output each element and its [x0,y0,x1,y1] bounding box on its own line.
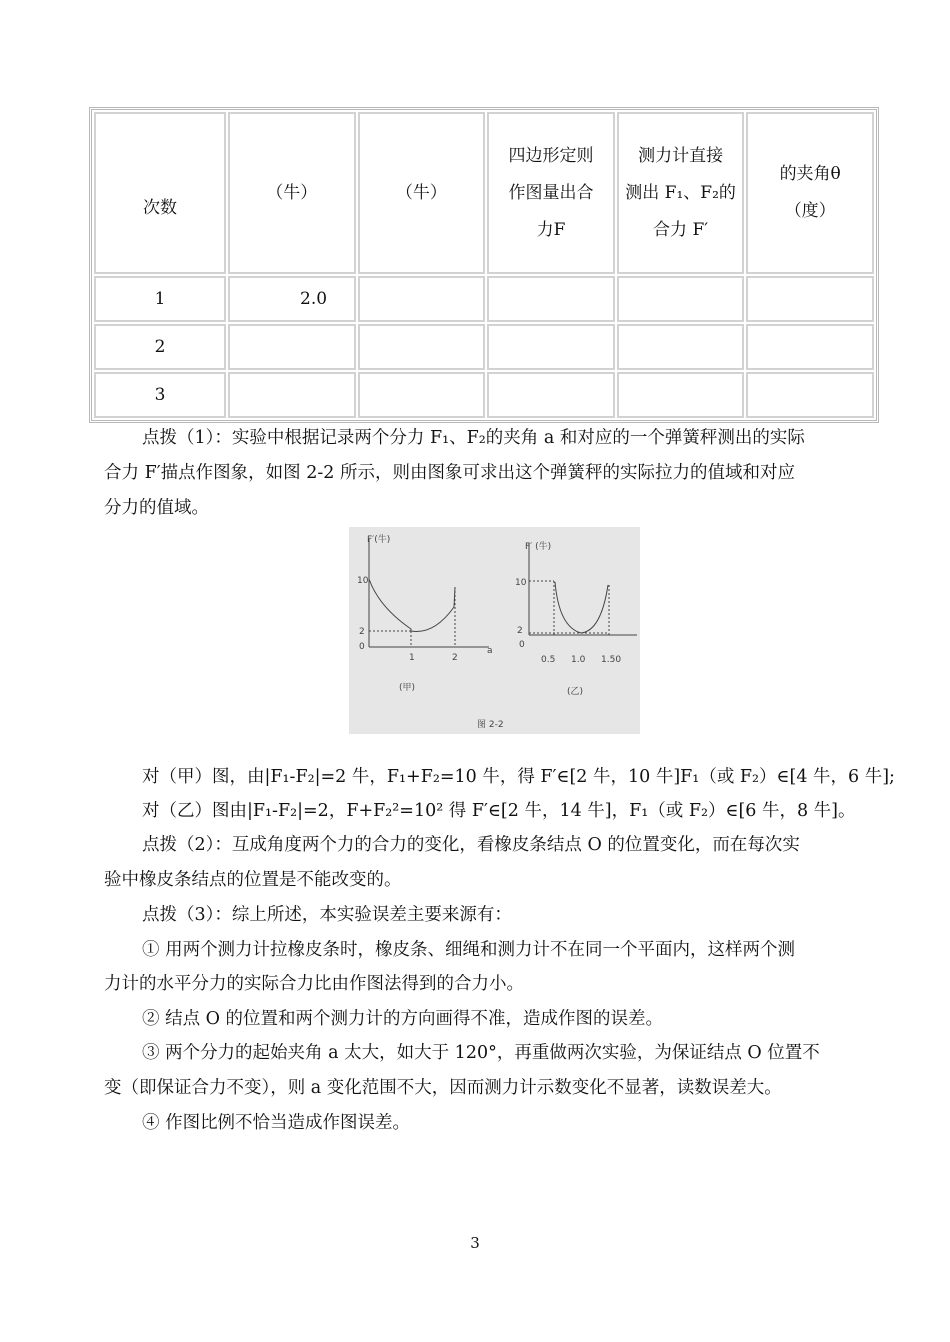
table-header-cell: （牛） [358,112,486,274]
paragraph: 点拨（3）：综上所述，本实验误差主要来源有： [142,905,512,925]
table-cell: 3 [94,372,226,418]
table-row [94,324,874,370]
table-cell [358,372,486,418]
table-cell [487,372,615,418]
header-line: 合力 F′ [653,219,709,240]
data-table [89,107,879,423]
right-ytick: 2 [517,626,523,636]
table-cell [746,276,874,322]
table-cell [617,324,745,370]
left-ytick: 0 [359,642,365,652]
paragraph: 分力的值域。 [104,498,209,518]
table-cell [617,372,745,418]
header-line: 测力计直接 [638,145,724,166]
right-xtick: 1.0 [571,655,586,665]
right-xtick: 0.5 [541,655,556,665]
table-cell [487,324,615,370]
paragraph: 验中橡皮条结点的位置是不能改变的。 [104,870,402,890]
paragraph: 合力 F′描点作图象，如图 2-2 所示，则由图象可求出这个弹簧秤的实际拉力的值域和对应 [104,463,795,483]
left-xvar: a [487,646,493,656]
left-ytick: 2 [359,627,365,637]
figure-caption: 图 2-2 [477,720,504,730]
header-line: 的夹角θ [779,164,841,184]
table-cell [487,276,615,322]
header-line: 作图量出合 [508,182,594,203]
right-ylabel: F′ (牛) [525,542,552,552]
right-xtick: 1.50 [601,655,622,665]
figure-graphs [349,527,640,734]
table-cell: 1 [94,276,226,322]
header-line: 测出 F₁、F₂的 [625,182,736,203]
table-header-cell: （牛） [228,112,356,274]
table-cell [228,324,356,370]
left-ylabel: F′(牛) [367,535,391,545]
header-line: 力F [536,219,566,240]
table-header-cell [746,112,874,274]
table-cell [746,324,874,370]
table-cell: 2 [94,324,226,370]
table-row [94,276,874,322]
table-row [94,372,874,418]
paragraph: ① 用两个测力计拉橡皮条时，橡皮条、细绳和测力计不在同一个平面内，这样两个测 [142,940,796,960]
table-header-cell: 次数 [94,112,226,274]
left-caption: (甲) [399,683,416,693]
curve-left [369,579,455,632]
right-caption: (乙) [567,687,584,697]
paragraph: ③ 两个分力的起始夹角 a 太大，如大于 120°，再重做两次实验，为保证结点 O 位置不 [142,1043,820,1063]
table-cell [617,276,745,322]
paragraph: 变（即保证合力不变），则 a 变化范围不大，因而测力计示数变化不显著，读数误差大。 [104,1078,782,1098]
table-header-cell [487,112,615,274]
curve-right [555,582,608,633]
paragraph: ② 结点 O 的位置和两个测力计的方向画得不准，造成作图的误差。 [142,1009,664,1029]
left-ytick: 10 [357,576,369,586]
table-header-cell [617,112,745,274]
right-ytick: 0 [519,640,525,650]
left-xtick: 2 [452,653,458,663]
left-xtick: 1 [409,653,415,663]
table-cell [228,372,356,418]
table-header-row [94,112,874,274]
table-cell [746,372,874,418]
page-number: 3 [470,1234,480,1252]
paragraph: 对（乙）图由|F₁-F₂|=2，F+F₂²=10² 得 F′∈[2 牛，14 牛]，F₁（或 F₂）∈[6 牛，8 牛]。 [142,801,856,821]
paragraph: 对（甲）图，由|F₁-F₂|=2 牛，F₁+F₂=10 牛，得 F′∈[2 牛，10 牛]F₁（或 F₂）∈[4 牛，6 牛]; [142,767,895,787]
paragraph: 点拨（2）：互成角度两个力的合力的变化，看橡皮条结点 O 的位置变化，而在每次实 [142,835,800,855]
figure-2-2 [349,527,640,734]
right-ytick: 10 [515,578,527,588]
paragraph: 点拨（1）：实验中根据记录两个分力 F₁、F₂的夹角 a 和对应的一个弹簧秤测出的实际 [142,428,805,448]
header-line: （度） [784,201,836,221]
paragraph: 力计的水平分力的实际合力比由作图法得到的合力小。 [104,974,524,994]
table-cell: 2.0 [228,276,356,322]
paragraph: ④ 作图比例不恰当造成作图误差。 [142,1113,411,1133]
graph-right [529,543,637,635]
graph-left [369,539,489,647]
table-cell [358,276,486,322]
header-line: 四边形定则 [508,145,594,166]
table-cell [358,324,486,370]
